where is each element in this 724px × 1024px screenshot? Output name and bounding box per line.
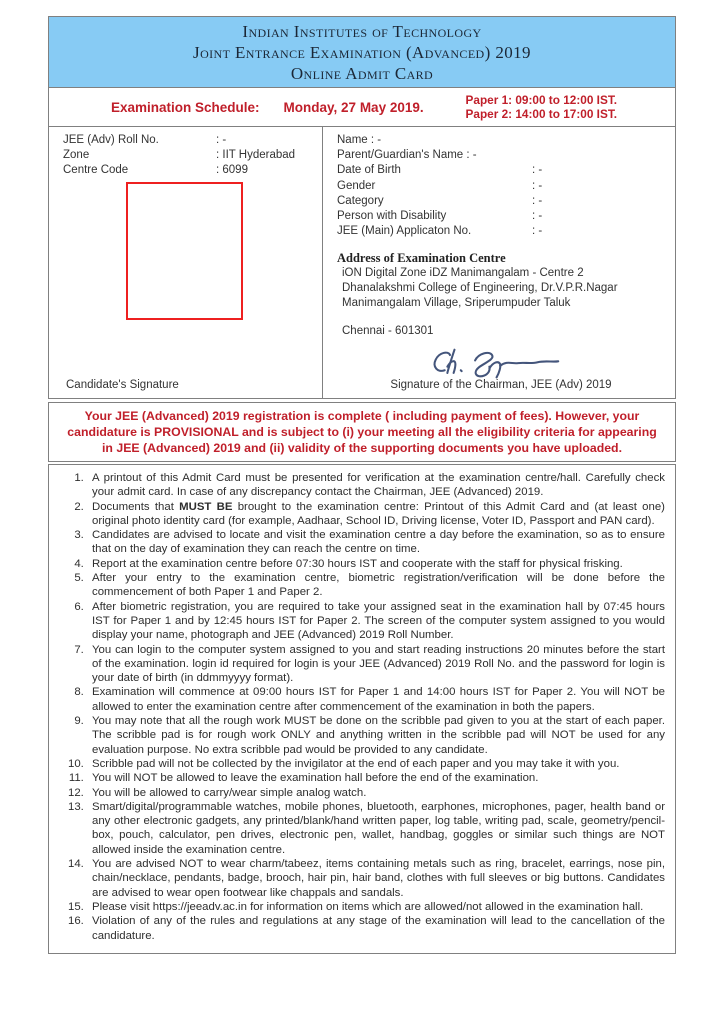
- candidate-field-row: [337, 209, 665, 224]
- instruction-text: MUST BE: [179, 500, 233, 513]
- instruction-text: Smart/digital/programmable watches, mobile phones, bluetooth, earphones, microphones, pager, health band or any other electronic gadgets, any printed/blank/hand written paper, log table, writing pad, scale, geometry/pencil- box, pouch, calculator, pen drives, electronic pen, wallet, handbag, goggles or similar such things are NOT allowed inside the examination centre.: [92, 800, 665, 856]
- field-label: Gender: [337, 179, 376, 192]
- instruction-item: [87, 771, 665, 785]
- instruction-item: [87, 528, 665, 557]
- instruction-item: [87, 600, 665, 643]
- candidate-field-row: [337, 148, 665, 163]
- field-label: JEE (Main) Applicaton No.: [337, 225, 472, 238]
- instruction-text: Documents that: [92, 500, 180, 513]
- candidate-field-row: [63, 163, 322, 178]
- field-label: JEE (Adv) Roll No.: [63, 134, 159, 146]
- instruction-item: [87, 800, 665, 857]
- exam-centre-city: Chennai - 601301: [342, 325, 434, 338]
- instruction-text: You will be allowed to carry/wear simple analog watch.: [92, 786, 367, 799]
- field-label: Parent/Guardian's Name: [337, 149, 464, 162]
- provisional-notice: Your JEE (Advanced) 2019 registration is complete ( including payment of fees). However, your candidature is PROVISIONAL and is subject to (i) your meeting all the eligibility criteria for appearing in JEE (Advanced) 2019 and (ii) validity of the supporting documents you have uploaded.: [48, 402, 676, 462]
- paper2-timing: Paper 2: 14:00 to 17:00 IST.: [465, 107, 617, 121]
- schedule-label: Examination Schedule:: [111, 99, 260, 115]
- instruction-text: Please visit https://jeeadv.ac.in for information on items which are allowed/not allowed in the examination hall.: [92, 900, 644, 913]
- field-label: Person with Disability: [337, 210, 447, 223]
- field-value: : -: [532, 224, 542, 239]
- field-label: Name: [337, 134, 368, 146]
- instruction-item: [87, 500, 665, 529]
- field-value: : -: [532, 209, 542, 224]
- field-value: : -: [532, 163, 542, 178]
- candidate-left-column-rows: [63, 133, 322, 179]
- exam-centre-address-lines: [337, 266, 665, 310]
- header-exam-title: Joint Entrance Examination (Advanced) 2019: [193, 43, 531, 62]
- instruction-text: Report at the examination centre before 07:30 hours IST and cooperate with the staff for physical frisking.: [92, 557, 623, 570]
- instruction-text: You can login to the computer system assigned to you and start reading instructions 20 minutes before the start of the examination. login id required for login is your JEE (Advanced) 2019 Roll No. and the password for login is your date of birth (in ddmmyyyy format).: [92, 643, 665, 685]
- candidate-right-column-rows: [337, 133, 665, 239]
- candidate-field-row: [337, 194, 665, 209]
- candidate-field-row: [337, 133, 665, 148]
- instruction-text: After biometric registration, you are required to take your assigned seat in the examination hall by 07:45 hours IST for Paper 1 and by 12:45 hours IST for Paper 2. The screen of the computer system assigned to you would display your name, photograph and JEE (Advanced) 2019 Roll Number.: [92, 600, 665, 642]
- candidate-right-column: [322, 127, 675, 398]
- card-header: [48, 16, 676, 88]
- paper1-timing: Paper 1: 09:00 to 12:00 IST.: [465, 92, 617, 107]
- field-value: : IIT Hyderabad: [216, 148, 295, 163]
- address-line: iON Digital Zone iDZ Manimangalam - Centre 2: [342, 267, 584, 280]
- candidate-signature-label: Candidate's Signature: [66, 379, 179, 391]
- field-value: : -: [532, 179, 542, 194]
- instruction-text: You may note that all the rough work MUST be done on the scribble pad given to you at the start of each paper. The scribble pad is for rough work ONLY and anything written in the scribble pad will NOT be used for any evaluation purpose. No extra scribble pad would be provided to any candidate.: [92, 715, 665, 756]
- instruction-item: [87, 571, 665, 600]
- exam-centre-address-heading: Address of Examination Centre: [337, 251, 506, 266]
- field-label: Date of Birth: [337, 164, 401, 177]
- header-institution: Indian Institutes of Technology: [242, 22, 482, 41]
- instruction-item: [87, 643, 665, 686]
- chairman-signature-block: [390, 347, 611, 391]
- field-label: Centre Code: [63, 164, 129, 177]
- instruction-item: [87, 471, 665, 500]
- field-value: : -: [463, 148, 476, 163]
- instruction-text: Examination will commence at 09:00 hours IST for Paper 1 and 14:00 hours IST for Paper 2. You will NOT be allowed to enter the examination centre after commencement of the examination in both the papers.: [92, 686, 665, 713]
- instruction-item: [87, 857, 665, 900]
- field-label: Category: [337, 194, 384, 207]
- instruction-text: A printout of this Admit Card must be presented for verification at the examination centre/hall. Carefully check your admit card. In case of any discrepancy contact the Chairman, JEE (Advanced) 2019.: [92, 472, 665, 499]
- header-card-title: Online Admit Card: [290, 64, 434, 83]
- candidate-left-column: [49, 127, 322, 398]
- instruction-text: Violation of any of the rules and regulations at any stage of the examination will lead to the cancellation of the candidature.: [92, 915, 665, 942]
- address-line: Dhanalakshmi College of Engineering, Dr.V.P.R.Nagar: [342, 282, 618, 295]
- instruction-text: You are advised NOT to wear charm/tabeez, items containing metals such as ring, bracelet, earrings, nose pin, chain/necklace, pendants, badge, brooch, hair pin, hair band, clothes with full sleeves or big buttons. Candidates are advised to wear open footwear like chappals and sandals.: [92, 858, 665, 899]
- instruction-item: [87, 685, 665, 714]
- instructions-list: [55, 471, 665, 943]
- instruction-item: [87, 557, 665, 571]
- instruction-text: Candidates are advised to locate and visit the examination centre a day before the examination, so as to ensure that on the day of examination they can reach the centre on time.: [92, 529, 665, 556]
- instruction-text: You will NOT be allowed to leave the examination hall before the end of the examination.: [92, 772, 539, 785]
- instruction-text: Scribble pad will not be collected by the invigilator at the end of each paper and you may take it with you.: [92, 757, 620, 770]
- schedule-date: Monday, 27 May 2019.: [283, 99, 424, 115]
- field-label: Zone: [63, 149, 90, 162]
- field-value: : 6099: [216, 163, 248, 178]
- chairman-signature-image: [425, 347, 577, 381]
- schedule-bar: [48, 88, 676, 127]
- field-value: : -: [368, 133, 381, 148]
- address-line: Manimangalam Village, Sriperumpuder Taluk: [342, 296, 571, 309]
- instruction-item: [87, 757, 665, 771]
- candidate-field-row: [63, 148, 322, 163]
- instruction-item: [87, 786, 665, 800]
- instruction-item: [87, 914, 665, 943]
- field-value: : -: [532, 194, 542, 209]
- photo-placeholder: [126, 182, 243, 320]
- candidate-field-row: [337, 163, 665, 178]
- candidate-field-row: [63, 133, 322, 148]
- schedule-paper-timings: [466, 93, 617, 122]
- candidate-details: [48, 127, 676, 399]
- field-value: : -: [216, 133, 226, 148]
- instruction-text: brought to the examination centre: Printout of this Admit Card and (at least one) original photo identity card (for example, Aadhaar, School ID, Driving license, Voter ID, Passport and PAN card).: [92, 500, 665, 527]
- candidate-field-row: [337, 179, 665, 194]
- instructions-section: [48, 464, 676, 954]
- instruction-item: [87, 900, 665, 914]
- chairman-signature-label: Signature of the Chairman, JEE (Adv) 2019: [390, 379, 612, 391]
- instruction-item: [87, 714, 665, 757]
- instruction-text: After your entry to the examination centre, biometric registration/verification will be done before the commencement of both Paper 1 and Paper 2.: [92, 572, 665, 599]
- candidate-field-row: [337, 224, 665, 239]
